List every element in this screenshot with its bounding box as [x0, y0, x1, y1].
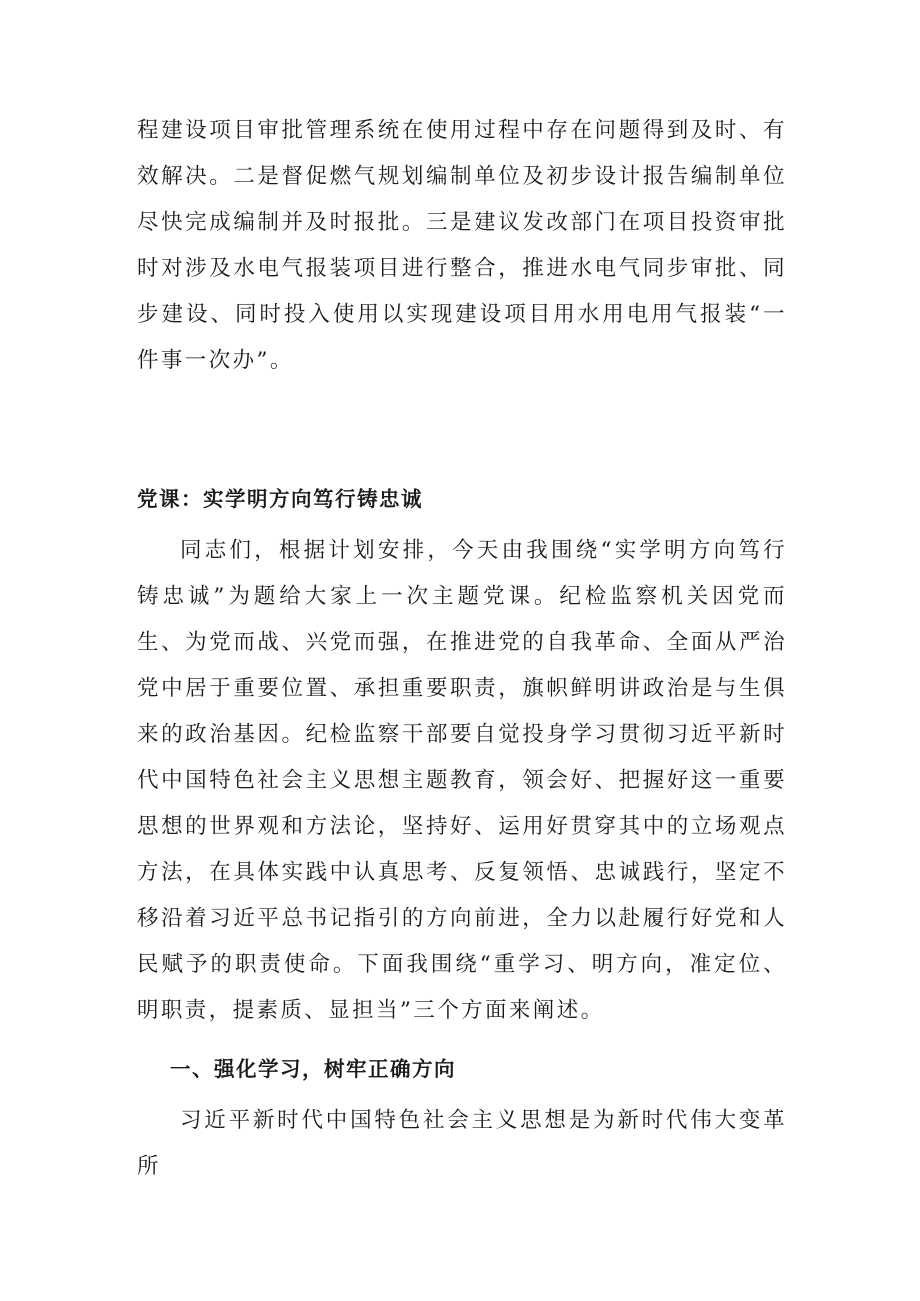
- document-page: [137, 108, 787, 1190]
- section-1-heading: 一、强化学习，树牢正确方向: [170, 1057, 456, 1081]
- continuation-paragraph: 程建设项目审批管理系统在使用过程中存在问题得到及时、有效解决。二是督促燃气规划编制单位及初步设计报告编制单位尽快完成编制并及时报批。三是建议发改部门在项目投资审批时对涉及水电气报装项目进行整合，推进水电气同步审批、同步建设、同时投入使用以实现建设项目用水用电用气报装“一件事一次办”。: [137, 118, 787, 373]
- document-title: 党课：实学明方向笃行铸忠诚: [137, 487, 423, 511]
- section-gap: [137, 384, 787, 476]
- intro-paragraph: 同志们，根据计划安排，今天由我围绕“实学明方向笃行铸忠诚”为题给大家上一次主题党课。纪检监察机关因党而生、为党而战、兴党而强，在推进党的自我革命、全面从严治党中居于重要位置、承担重要职责，旗帜鲜明讲政治是与生俱来的政治基因。纪检监察干部要自觉投身学习贯彻习近平新时代中国特色社会主义思想主题教育，领会好、把握好这一重要思想的世界观和方法论，坚持好、运用好贯穿其中的立场观点方法，在具体实践中认真思考、反复领悟、忠诚践行，坚定不移沿着习近平总书记指引的方向前进，全力以赴履行好党和人民赋予的职责使命。下面我围绕“重学习、明方向，准定位、明职责，提素质、显担当”三个方面来阐述。: [137, 538, 787, 1023]
- heading-gap: [137, 1034, 787, 1046]
- section-1-paragraph: 习近平新时代中国特色社会主义思想是为新时代伟大变革所: [137, 1108, 787, 1179]
